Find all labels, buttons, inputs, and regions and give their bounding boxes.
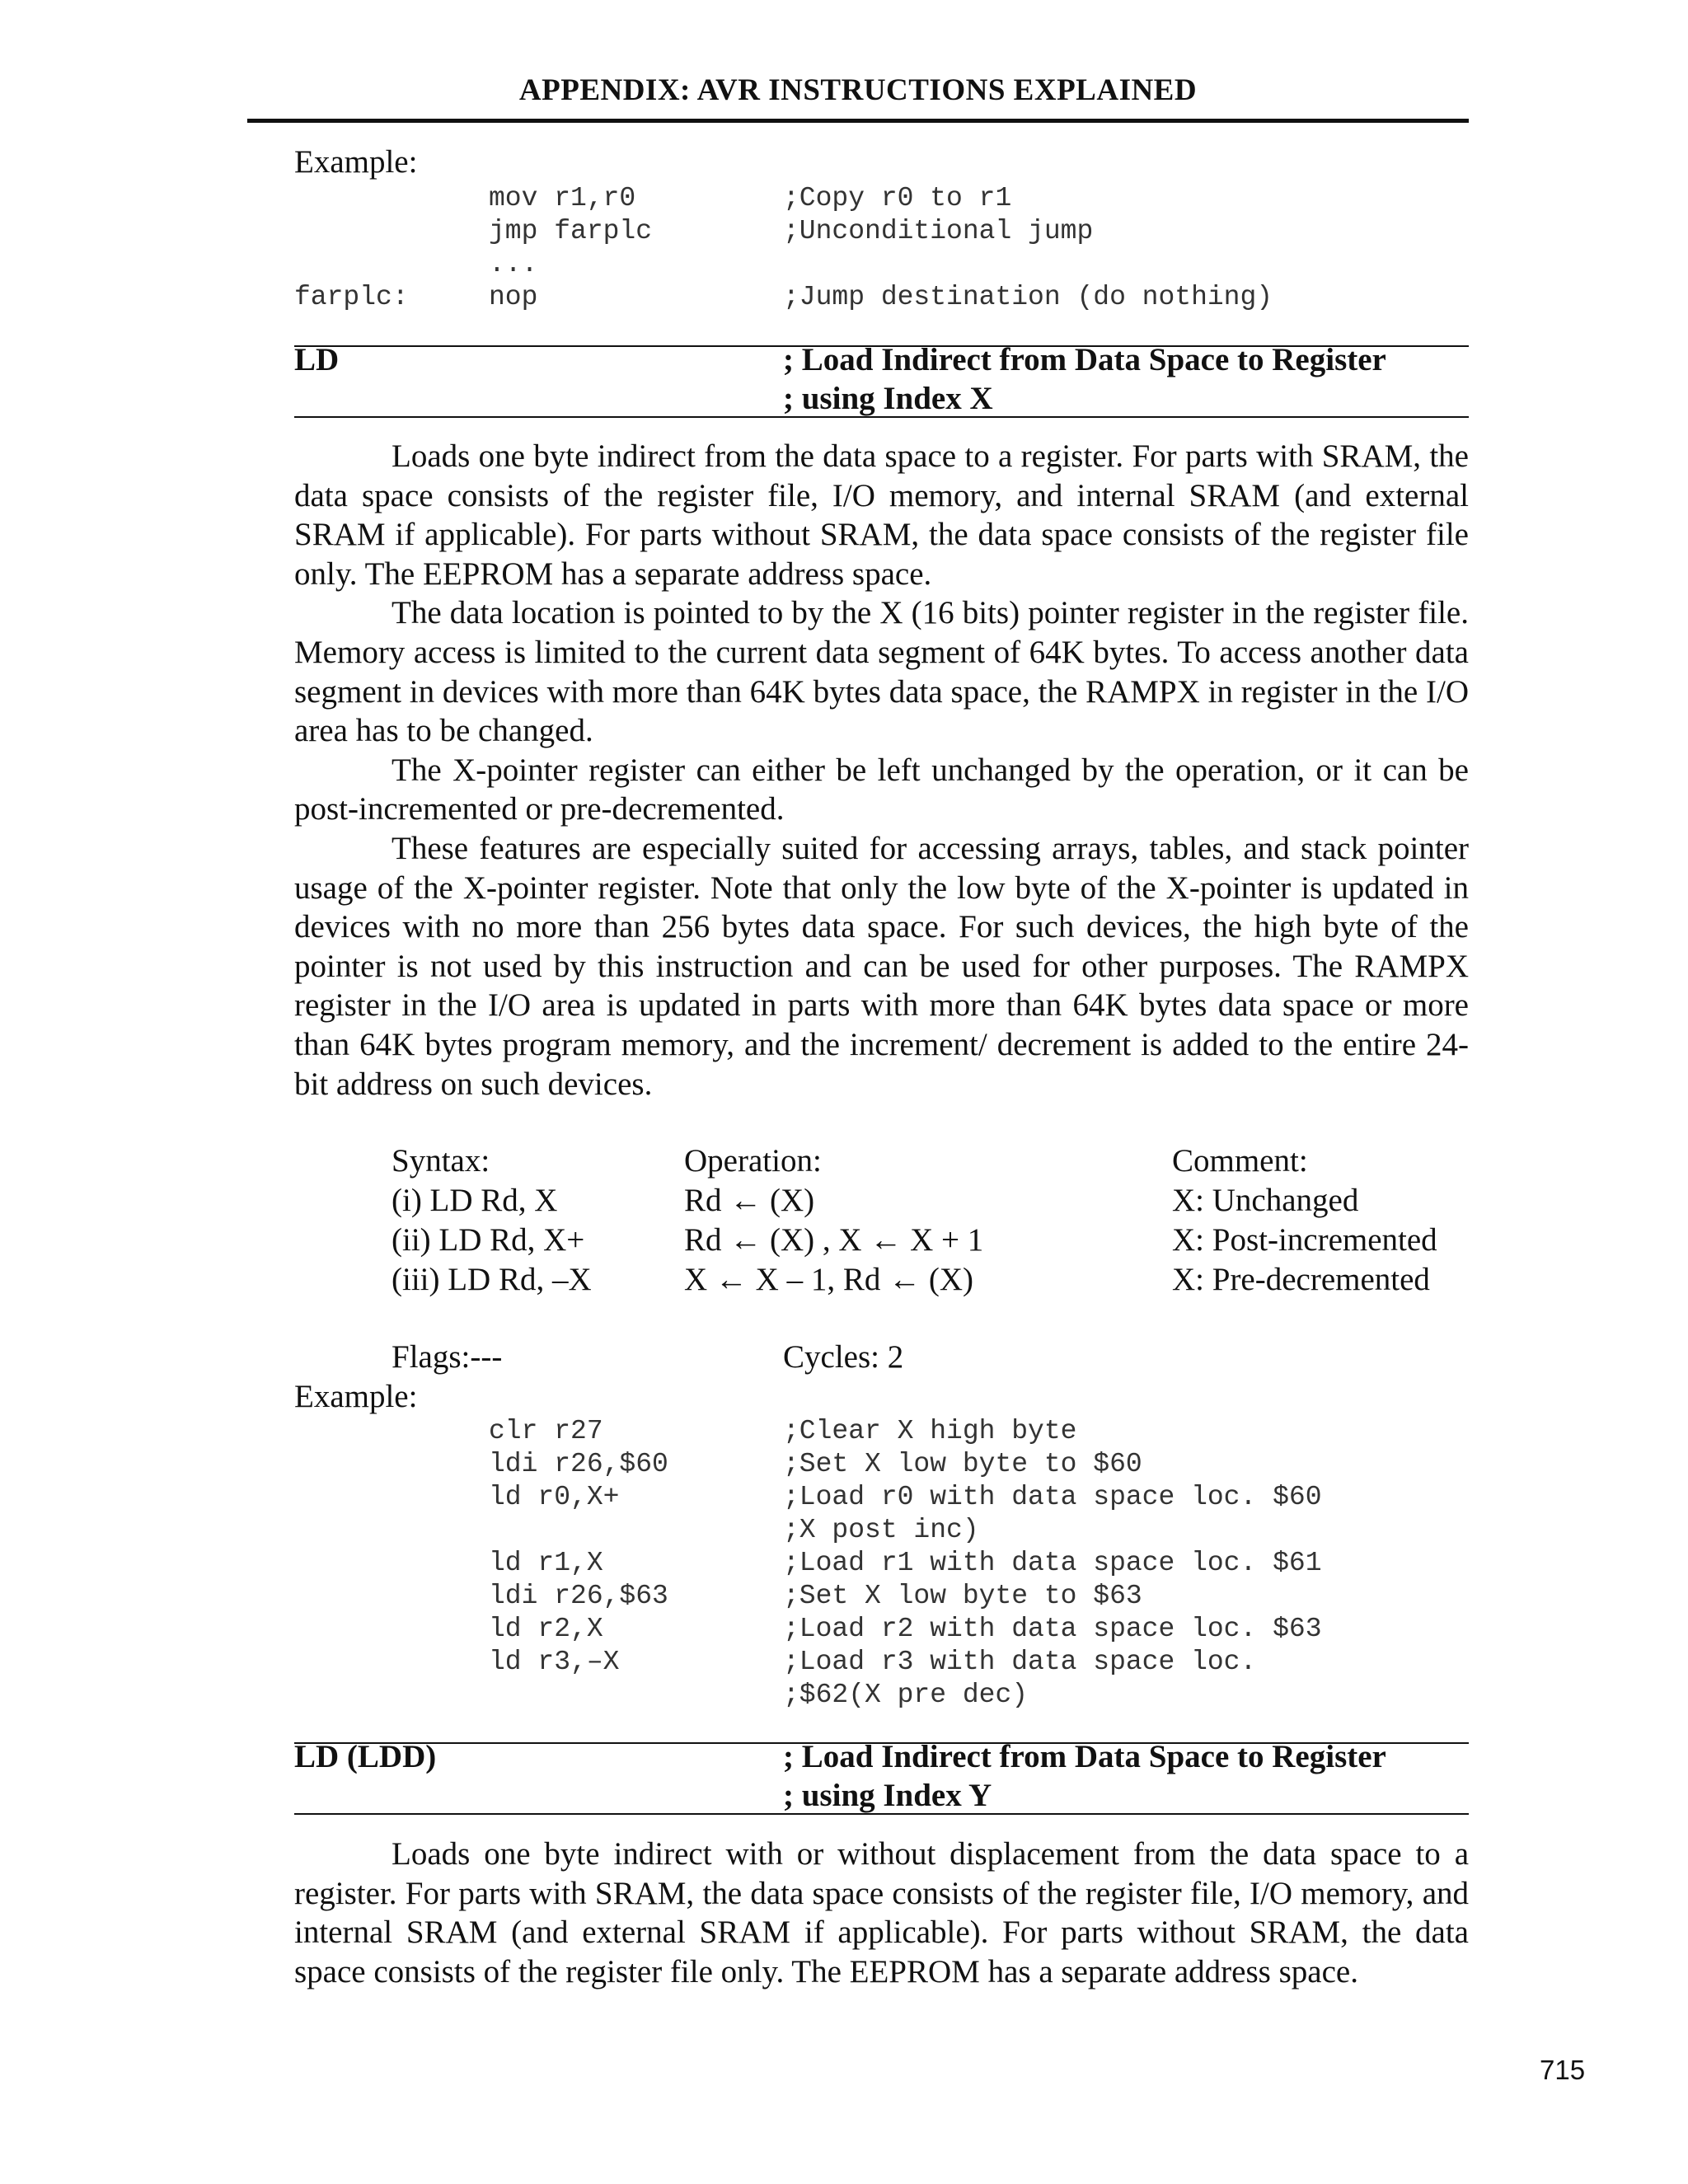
page-number: 715 xyxy=(1540,2055,1586,2085)
example-label: Example: xyxy=(294,144,418,180)
syntax-cell: (i) LD Rd, X xyxy=(392,1183,558,1218)
comment-cell: X: Pre-decremented xyxy=(1172,1262,1430,1297)
example-label: Example: xyxy=(294,1379,418,1414)
code-line: ld r1,X xyxy=(489,1548,603,1578)
instruction-title: ; Load Indirect from Data Space to Register xyxy=(783,1739,1386,1774)
syntax-cell: (iii) LD Rd, –X xyxy=(392,1262,592,1297)
code-line: ... xyxy=(489,249,538,279)
code-line: ld r2,X xyxy=(489,1614,603,1644)
code-comment: ;Copy r0 to r1 xyxy=(783,183,1012,213)
code-comment: ;Set X low byte to $63 xyxy=(783,1581,1142,1611)
comment-cell: X: Post-incremented xyxy=(1172,1222,1437,1258)
cycles-text: Cycles: 2 xyxy=(783,1339,904,1375)
code-comment: ;X post inc) xyxy=(783,1515,979,1545)
code-line: ld r3,–X xyxy=(489,1647,620,1677)
code-comment: ;Unconditional jump xyxy=(783,216,1094,246)
paragraph: Loads one byte indirect with or without displacement from the data space to a register. For parts with SRAM, the data space consists of the register file, I/O memory, and internal SRAM (and external SRAM if applicable). For parts without SRAM, the data space consists of the register file only. The EEPROM has a separate address space. xyxy=(294,1836,1469,1990)
flags-text: Flags:--- xyxy=(392,1339,503,1375)
paragraph: The data location is pointed to by the X (16 bits) pointer register in the register file. Memory access is limited to the current data segment of 64K bytes. To access another data segment in devices with more than 64K bytes data space, the RAMPX in register in the I/O area has to be changed. xyxy=(294,595,1469,749)
instruction-mnemonic: LD (LDD) xyxy=(294,1739,437,1774)
code-comment: ;Load r1 with data space loc. $61 xyxy=(783,1548,1322,1578)
operation-cell: Rd ← (X) xyxy=(684,1183,815,1218)
operation-header: Operation: xyxy=(684,1143,822,1179)
comment-header: Comment: xyxy=(1172,1143,1308,1179)
comment-cell: X: Unchanged xyxy=(1172,1183,1359,1218)
code-line: jmp farplc xyxy=(489,216,653,246)
code-line: ldi r26,$63 xyxy=(489,1581,668,1611)
section-rule-bottom xyxy=(294,1813,1469,1815)
ld-y-description xyxy=(294,1835,1469,1991)
code-comment: ;Clear X high byte xyxy=(783,1416,1077,1446)
code-comment: ;Load r0 with data space loc. $60 xyxy=(783,1482,1322,1512)
code-line: mov r1,r0 xyxy=(489,183,636,213)
code-line: nop xyxy=(489,282,538,312)
syntax-cell: (ii) LD Rd, X+ xyxy=(392,1222,585,1258)
operation-cell: Rd ← (X) , X ← X + 1 xyxy=(684,1222,984,1258)
instruction-title: ; Load Indirect from Data Space to Register xyxy=(783,342,1386,377)
paragraph: The X-pointer register can either be left unchanged by the operation, or it can be post-incremented or pre-decremented. xyxy=(294,752,1469,827)
instruction-mnemonic: LD xyxy=(294,342,340,377)
page-header-title: APPENDIX: AVR INSTRUCTIONS EXPLAINED xyxy=(518,73,1198,107)
code-comment: ;Load r3 with data space loc. xyxy=(783,1647,1257,1677)
ld-x-description xyxy=(294,437,1469,1104)
syntax-header: Syntax: xyxy=(392,1143,490,1179)
instruction-subtitle: ; using Index X xyxy=(783,381,993,416)
code-comment: ;Set X low byte to $60 xyxy=(783,1449,1142,1479)
code-comment: ;Jump destination (do nothing) xyxy=(783,282,1273,312)
operation-cell: X ← X – 1, Rd ← (X) xyxy=(684,1262,973,1297)
code-label: farplc: xyxy=(294,282,409,312)
code-comment: ;Load r2 with data space loc. $63 xyxy=(783,1614,1322,1644)
code-line: ldi r26,$60 xyxy=(489,1449,668,1479)
header-rule xyxy=(247,119,1469,123)
section-rule-bottom xyxy=(294,416,1469,418)
code-line: ld r0,X+ xyxy=(489,1482,620,1512)
code-comment: ;$62(X pre dec) xyxy=(783,1680,1029,1710)
paragraph: These features are especially suited for accessing arrays, tables, and stack pointer usage of the X-pointer register. Note that only the low byte of the X-pointer is updated in devices with no more than 256 bytes data space. For such devices, the high byte of the pointer is not used by this instruction and can be used for other purposes. The RAMPX register in the I/O area is updated in parts with more than 64K bytes data space or more than 64K bytes program memory, and the increment/ decrement is added to the entire 24-bit address on such devices. xyxy=(294,830,1469,1102)
instruction-subtitle: ; using Index Y xyxy=(783,1778,992,1813)
code-line: clr r27 xyxy=(489,1416,603,1446)
paragraph: Loads one byte indirect from the data space to a register. For parts with SRAM, the data space consists of the register file, I/O memory, and internal SRAM (and external SRAM if applicable). For parts without SRAM, the data space consists of the register file only. The EEPROM has a separate address space. xyxy=(294,438,1469,592)
